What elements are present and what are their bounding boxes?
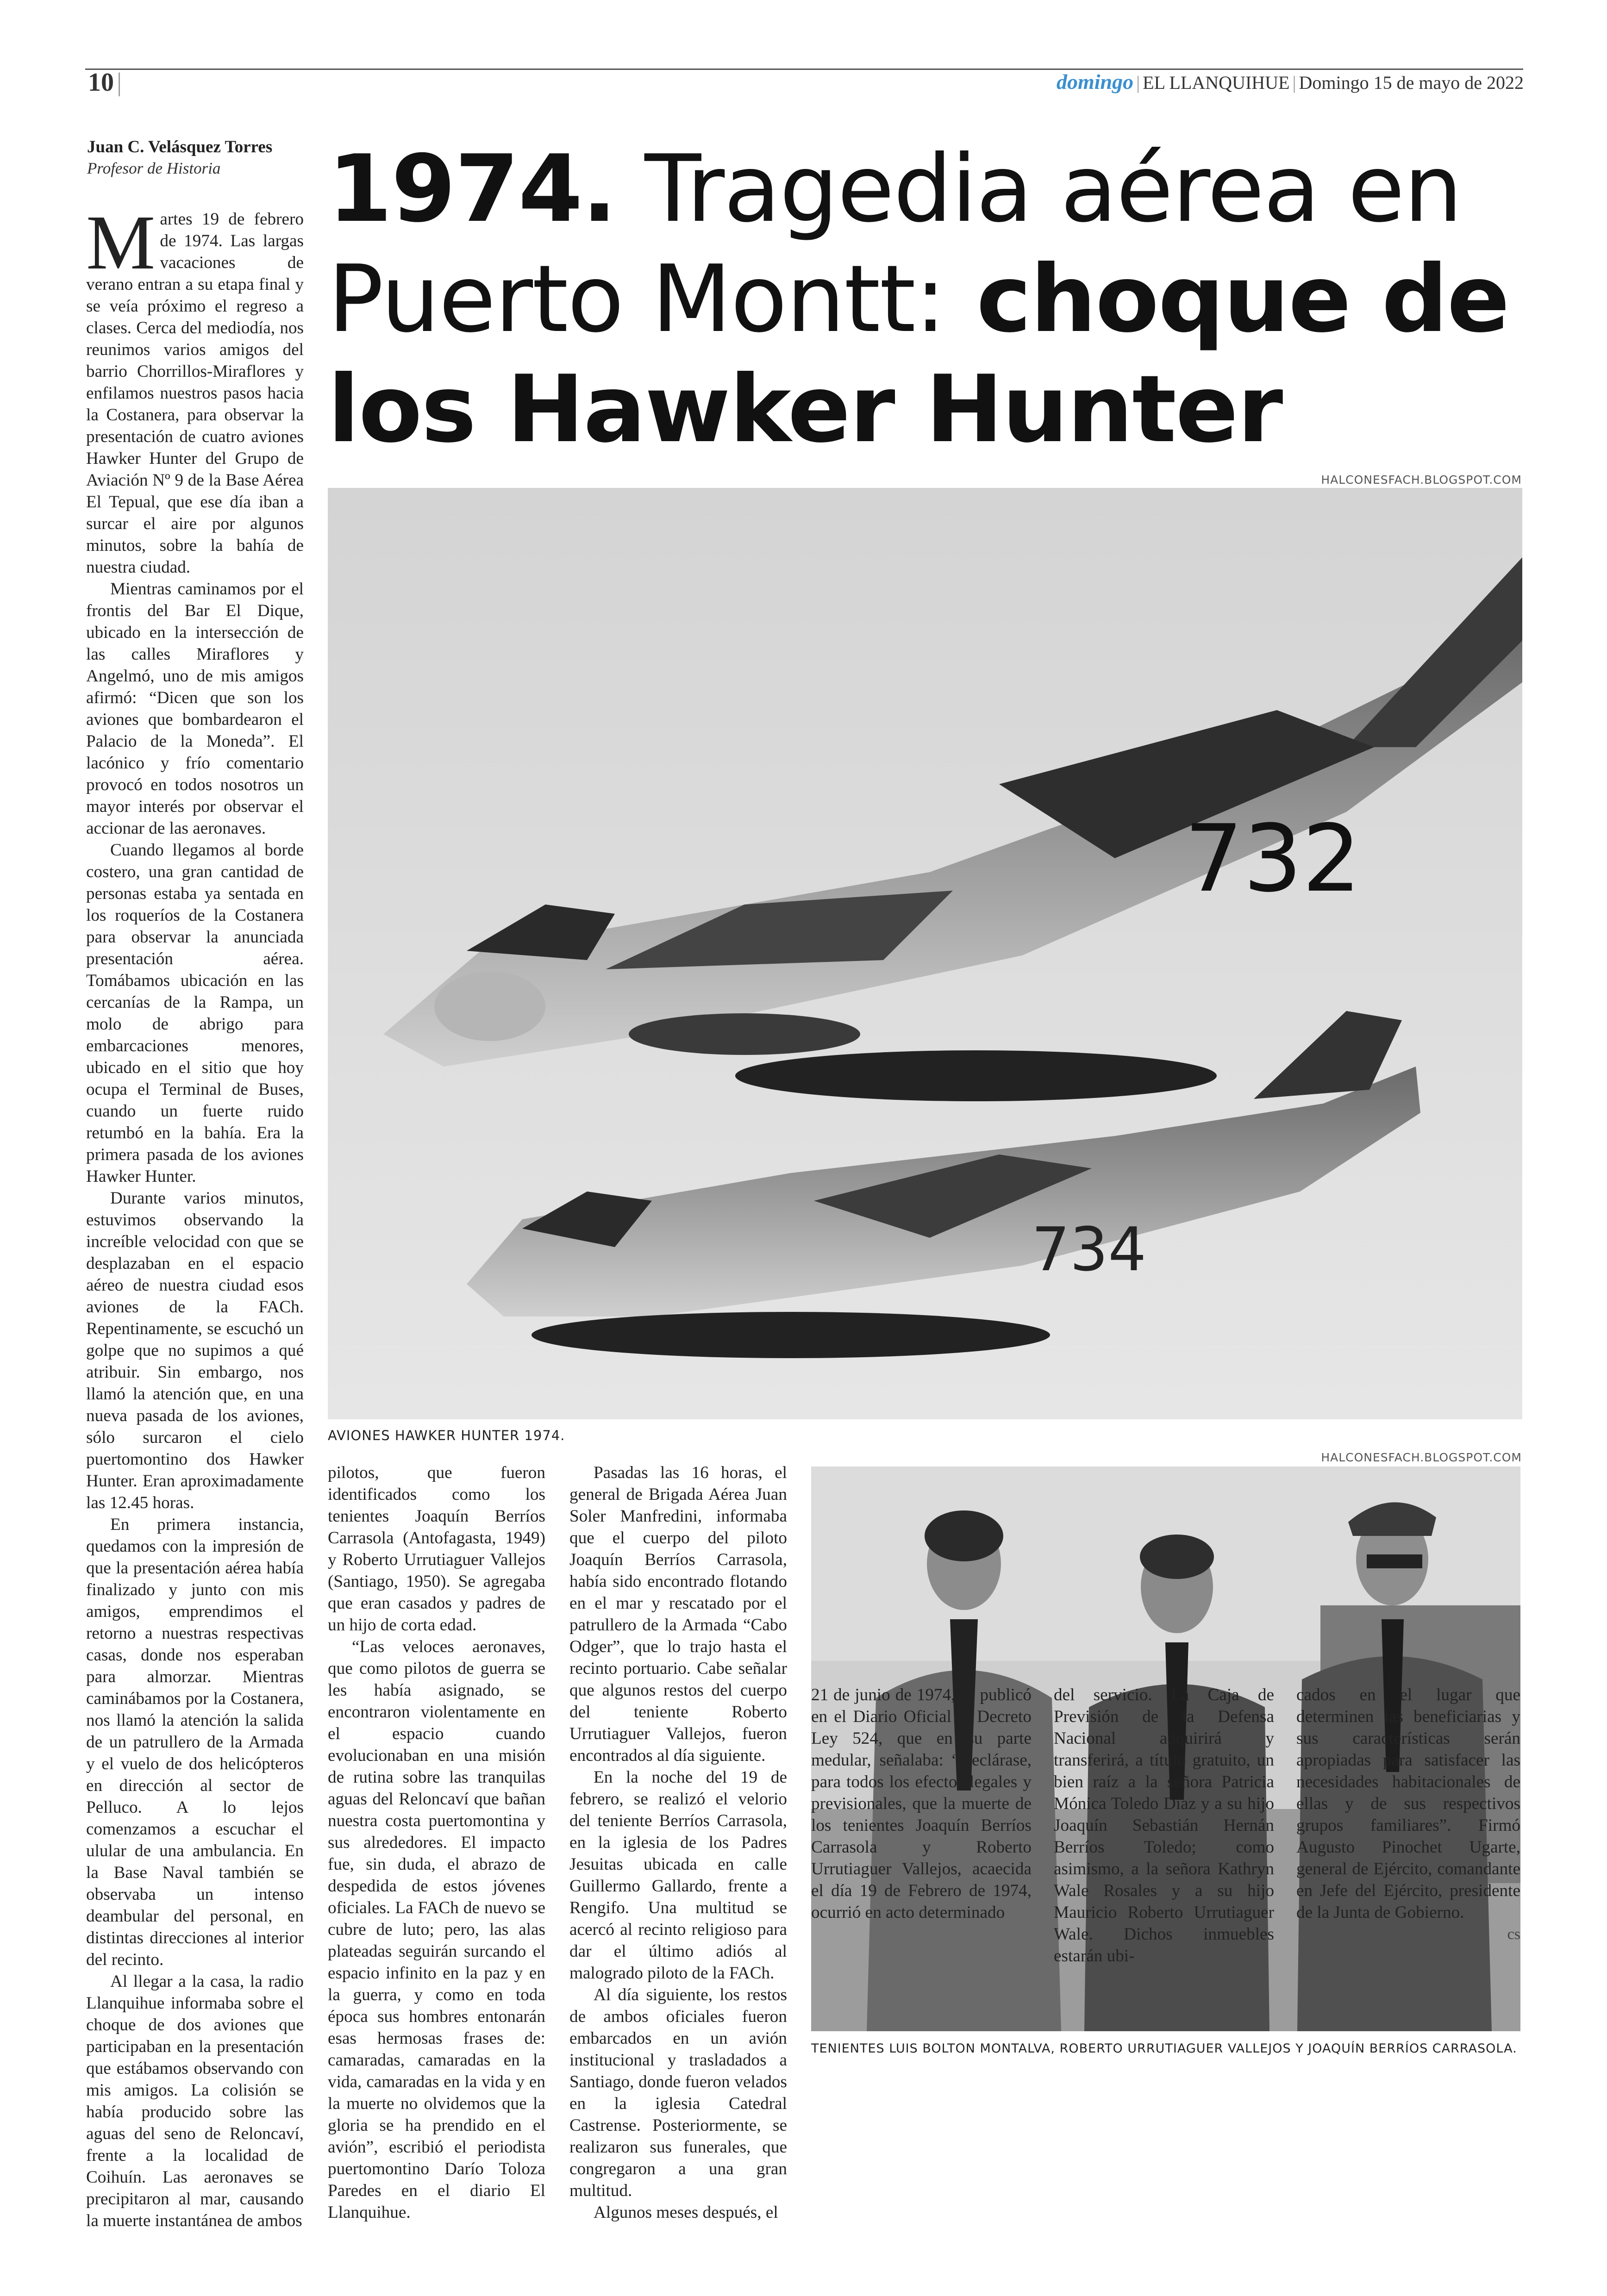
article-column-2 — [328, 1462, 545, 2223]
newspaper-name: EL LLANQUIHUE — [1143, 72, 1290, 93]
article-column-6 — [1296, 1684, 1520, 1945]
page-number: 10 | — [88, 68, 122, 97]
article-column-4 — [811, 1684, 1032, 1923]
masthead: domingo | EL LLANQUIHUE | Domingo 15 de mayo de 2022 — [1056, 70, 1524, 94]
paragraph: Martes 19 de febrero de 1974. Las largas vacaciones de verano entran a su etapa final y se veía próximo el regreso a clases. Cerca del mediodía, nos reunimos varios amigos del barrio Chorrillos-Miraflores y enfilamos nuestros pasos hacia la Costanera, para observar la presentación de cuatro aviones Hawker Hunter del Grupo de Aviación Nº 9 de la Base Aérea El Tepual, que ese día iban a surcar el aire por algunos minutos, sobre la bahía de nuestra ciudad. — [86, 200, 304, 577]
paragraph: cados en el lugar que determinen las beneficiarias y sus características serán apropiadas para satisfacer las necesidades habitacionales de ellas y de sus respectivos grupos familiares”. Firmó Augusto Pinochet Ugarte, general de Ejército, comandante en Jefe del Ejército, presidente de la Junta de Gobierno. — [1296, 1685, 1520, 1922]
photo-hawker-hunter-jets — [328, 488, 1522, 1419]
photo2-caption: TENIENTES LUIS BOLTON MONTALVA, ROBERTO URRUTIAGUER VALLEJOS Y JOAQUÍN BERRÍOS CARRASOLA. — [811, 2041, 1517, 2056]
photo1-caption: AVIONES HAWKER HUNTER 1974. — [328, 1428, 565, 1443]
paragraph: En la noche del 19 de febrero, se realizó el velorio del teniente Berríos Carrasola, en la iglesia de los Padres Jesuitas ubicada en calle Guillermo Gallardo, frente a Rengifo. Una multitud se acercó al recinto religioso para dar el último adiós al malogrado piloto de la FACh. — [569, 1768, 787, 1983]
issue-date: Domingo 15 de mayo de 2022 — [1299, 72, 1524, 93]
jet-number-bottom: 734 — [1032, 1214, 1147, 1285]
paragraph: Cuando llegamos al borde costero, una gran cantidad de personas estaba ya sentada en los roqueríos de la Costanera para observar la anunciada presentación aérea. Tomábamos ubicación en las cercanías de la Rampa, un molo de abrigo para embarcaciones menores, ubicado en el sitio que hoy ocupa el Terminal de Buses, cuando un fuerte ruido retumbó en la bahía. Era la primera pasada de los aviones Hawker Hunter. — [86, 841, 304, 1186]
paragraph: “Las veloces aeronaves, que como pilotos de guerra se les había asignado, se encontraron violentamente en el espacio cuando evolucionaban en una misión de rutina sobre las tranquilas aguas del Reloncaví que bañan nuestra costa puertomontina y sus alrededores. El impacto fue, sin duda, el abrazo de despedida de estos jóvenes oficiales. La FACh de nuevo se cubre de luto; pero, las alas plateadas seguirán surcando el espacio infinito en la paz y en la guerra, y como en toda época sus hombres entonarán esas hermosas frases de: camaradas, camaradas en la vida, camaradas en la vida y en la muerte no olvidemos que la gloria se ha prendido en el avión”, escribió el periodista puertomontino Darío Toloza Paredes en el diario El Llanquihue. — [328, 1637, 545, 2222]
jet-number-top: 732 — [1184, 805, 1361, 913]
paragraph: Algunos meses después, el — [594, 2203, 778, 2222]
end-mark: cs — [1507, 1926, 1520, 1943]
author-name: Juan C. Velásquez Torres — [87, 137, 273, 156]
jets-illustration — [328, 488, 1522, 1419]
paragraph: Pasadas las 16 horas, el general de Brigada Aérea Juan Soler Manfredini, informaba que el cuerpo del piloto Joaquín Berríos Carrasola, había sido encontrado flotando en el mar y rescatado por el patrullero de la Armada “Cabo Odger”, que lo trajo hasta el recinto portuario. Cabe señalar que algunos restos del cuerpo del teniente Roberto Urrutiaguer Vallejos, fueron encontrados al día siguiente. — [569, 1463, 787, 1765]
paragraph: Al llegar a la casa, la radio Llanquihue informaba sobre el choque de dos aviones que participaban en la presentación que estábamos observando con mis amigos. La colisión se había producido sobre las aguas del seno de Reloncaví, frente a la localidad de Coihuín. Las aeronaves se precipitaron al mar, causando la muerte instantánea de ambos — [86, 1972, 304, 2230]
paragraph: pilotos, que fueron identificados como los tenientes Joaquín Berríos Carrasola (Antofagasta, 1949) y Roberto Urrutiaguer Vallejos (Santiago, 1950). Se agregaba que eran casados y padres de un hijo de corta edad. — [328, 1463, 545, 1635]
paragraph: del servicio. La Caja de Previsión de la Defensa Nacional adquirirá y transferirá, a título gratuito, un bien raíz a la señora Patricia Mónica Toledo Díaz y a su hijo Joaquín Sebastián Hernán Berríos Toledo; como asimismo, a la señora Kathryn Wale Rosales y a su hijo Mauricio Roberto Urrutiaguer Wale. Dichos inmuebles estarán ubi- — [1054, 1685, 1274, 1965]
photo1-credit: HALCONESFACH.BLOGSPOT.COM — [1321, 473, 1522, 487]
paragraph: 21 de junio de 1974, se publicó en el Diario Oficial el Decreto Ley 524, que en su parte medular, señalaba: “Declárase, para todos los efectos legales y previsionales, que la muerte de los tenientes Joaquín Berríos Carrasola y Roberto Urrutiaguer Vallejos, acaecida el día 19 de Febrero de 1974, ocurrió en acto determinado — [811, 1685, 1032, 1922]
headline-light: Tragedia aérea en Puerto Montt: — [328, 135, 1462, 353]
paragraph: Mientras caminamos por el frontis del Bar El Dique, ubicado en la intersección de las calles Miraflores y Angelmó, uno de mis amigos afirmó: “Dicen que son los aviones que bombardearon el Palacio de la Moneda”. El lacónico y frío comentario provocó en todos nosotros un mayor interés por observar el accionar de las aeronaves. — [86, 580, 304, 838]
paragraph: Al día siguiente, los restos de ambos oficiales fueron embarcados en un avión institucional y trasladados a Santiago, donde fueron velados en la iglesia Catedral Castrense. Posteriormente, se realizaron sus funerales, que congregaron a una gran multitud. — [569, 1985, 787, 2200]
drop-cap: M — [86, 200, 156, 286]
headline — [328, 134, 1532, 465]
paragraph: Durante varios minutos, estuvimos observando la increíble velocidad con que se desplazaban en el espacio aéreo de nuestra ciudad esos aviones de la FACh. Repentinamente, se escuchó un golpe que no supimos a qué atribuir. Sin embargo, nos llamó la atención que, en una nueva pasada de los aviones, sólo surcaron el cielo puertomontino dos Hawker Hunter. Eran aproximadamente las 12.45 horas. — [86, 1189, 304, 1512]
brand-name: domingo — [1056, 70, 1134, 94]
headline-year: 1974. — [328, 135, 616, 243]
article-column-1 — [86, 200, 304, 2232]
author-role: Profesor de Historia — [87, 159, 221, 177]
photo2-credit: HALCONESFACH.BLOGSPOT.COM — [1321, 1451, 1522, 1464]
article-column-3 — [569, 1462, 787, 2223]
headline-bold: choque de los Hawker Hunter — [328, 245, 1509, 463]
paragraph: En primera instancia, quedamos con la impresión de que la presentación aérea había finalizado y junto con mis amigos, emprendimos el retorno a nuestras respectivas casas, donde nos esperaban para almorzar. Mientras caminábamos por la Costanera, nos llamó la atención la salida de un patrullero de la Armada y el vuelo de dos helicópteros en dirección al sector de Pelluco. A lo lejos comenzamos a escuchar el ulular de una ambulancia. En la Base Naval también se observaba un intenso deambular del personal, en distintas direcciones al interior del recinto. — [86, 1515, 304, 1969]
article-column-5 — [1054, 1684, 1274, 1967]
